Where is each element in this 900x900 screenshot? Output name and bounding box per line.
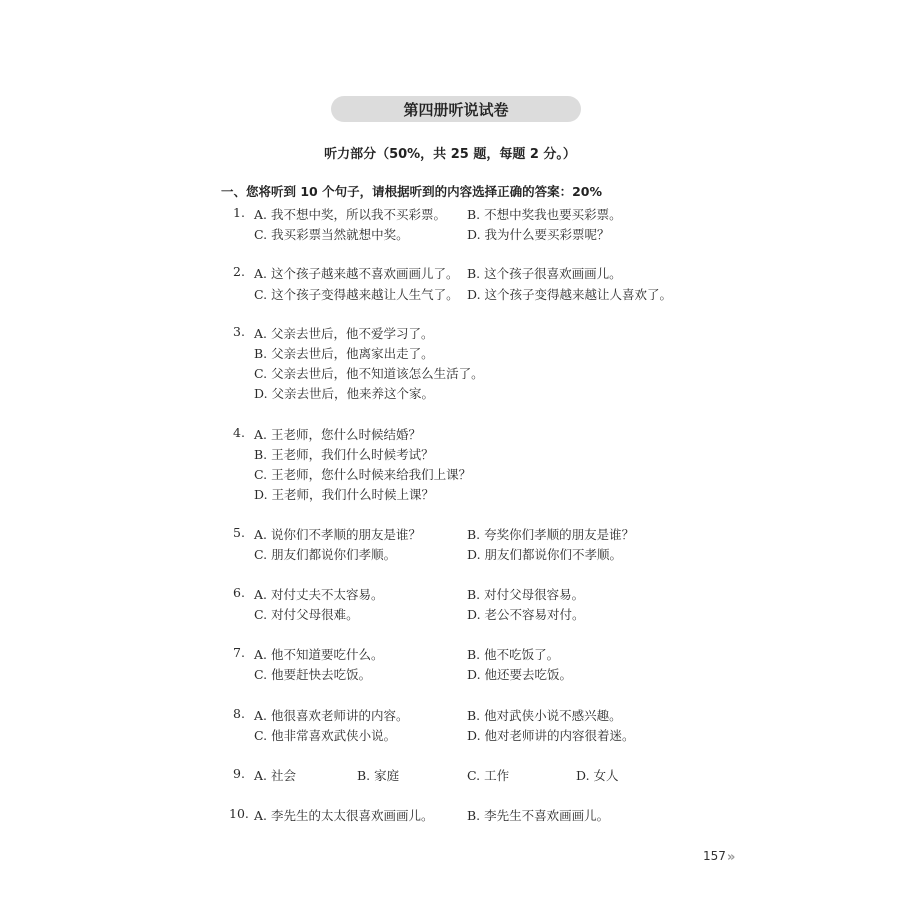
option-d: D. 王老师，我们什么时候上课？ <box>254 487 435 502</box>
option-c: C. 对付父母很难。 <box>254 607 359 622</box>
option-a: A. 他不知道要吃什么。 <box>254 647 384 662</box>
question-number: 6. <box>233 585 245 600</box>
option-b: B. 他对武侠小说不感兴趣。 <box>467 708 622 723</box>
question-number: 1. <box>233 205 245 220</box>
option-a: A. 对付丈夫不太容易。 <box>254 587 384 602</box>
option-a: A. 李先生的太太很喜欢画画儿。 <box>254 808 434 823</box>
section-title <box>331 96 581 122</box>
page-number: 157 <box>703 849 726 863</box>
option-b: B. 不想中奖我也要买彩票。 <box>467 207 622 222</box>
question-number: 2. <box>233 264 245 279</box>
question-number: 3. <box>233 324 245 339</box>
option-b: B. 父亲去世后，他离家出走了。 <box>254 346 434 361</box>
question-number: 10. <box>229 806 249 821</box>
option-b: B. 王老师，我们什么时候考试？ <box>254 447 434 462</box>
option-d: D. 我为什么要买彩票呢？ <box>467 227 610 242</box>
option-c: C. 工作 <box>467 768 510 783</box>
question-number: 5. <box>233 525 245 540</box>
question-number: 8. <box>233 706 245 721</box>
section1-instruction: 一、您将听到 10 个句子，请根据听到的内容选择正确的答案：20% <box>221 184 603 199</box>
question-number: 4. <box>233 425 245 440</box>
question-number: 7. <box>233 645 245 660</box>
option-d: D. 他还要去吃饭。 <box>467 667 573 682</box>
option-d: D. 老公不容易对付。 <box>467 607 585 622</box>
option-a: A. 他很喜欢老师讲的内容。 <box>254 708 409 723</box>
option-c: C. 他要赶快去吃饭。 <box>254 667 372 682</box>
listening-part-heading: 听力部分（50%，共 25 题，每题 2 分。） <box>324 147 576 162</box>
option-a: A. 说你们不孝顺的朋友是谁？ <box>254 527 421 542</box>
option-d: D. 朋友们都说你们不孝顺。 <box>467 547 623 562</box>
option-c: C. 我买彩票当然就想中奖。 <box>254 227 409 242</box>
question-number: 9. <box>233 766 245 781</box>
option-b: B. 他不吃饭了。 <box>467 647 560 662</box>
option-c: C. 王老师，您什么时候来给我们上课？ <box>254 467 472 482</box>
option-a: A. 我不想中奖，所以我不买彩票。 <box>254 207 446 222</box>
option-a: A. 这个孩子越来越不喜欢画画儿了。 <box>254 266 459 281</box>
option-c: C. 朋友们都说你们孝顺。 <box>254 547 397 562</box>
option-d: D. 他对老师讲的内容很着迷。 <box>467 728 635 743</box>
option-d: D. 父亲去世后，他来养这个家。 <box>254 386 435 401</box>
option-c: C. 他非常喜欢武侠小说。 <box>254 728 397 743</box>
option-d: D. 女人 <box>576 768 619 783</box>
option-b: B. 对付父母很容易。 <box>467 587 585 602</box>
option-b: B. 这个孩子很喜欢画画儿。 <box>467 266 622 281</box>
option-a: A. 社会 <box>254 768 296 783</box>
option-a: A. 王老师，您什么时候结婚？ <box>254 427 421 442</box>
option-a: A. 父亲去世后，他不爱学习了。 <box>254 326 434 341</box>
option-c: C. 父亲去世后，他不知道该怎么生活了。 <box>254 366 484 381</box>
section-title-text: 第四册听说试卷 <box>403 100 509 119</box>
option-d: D. 这个孩子变得越来越让人喜欢了。 <box>467 287 673 302</box>
option-c: C. 这个孩子变得越来越让人生气了。 <box>254 287 459 302</box>
page-arrow-icon: » <box>727 850 733 865</box>
option-b: B. 夸奖你们孝顺的朋友是谁？ <box>467 527 635 542</box>
option-b: B. 家庭 <box>357 768 400 783</box>
option-b: B. 李先生不喜欢画画儿。 <box>467 808 610 823</box>
